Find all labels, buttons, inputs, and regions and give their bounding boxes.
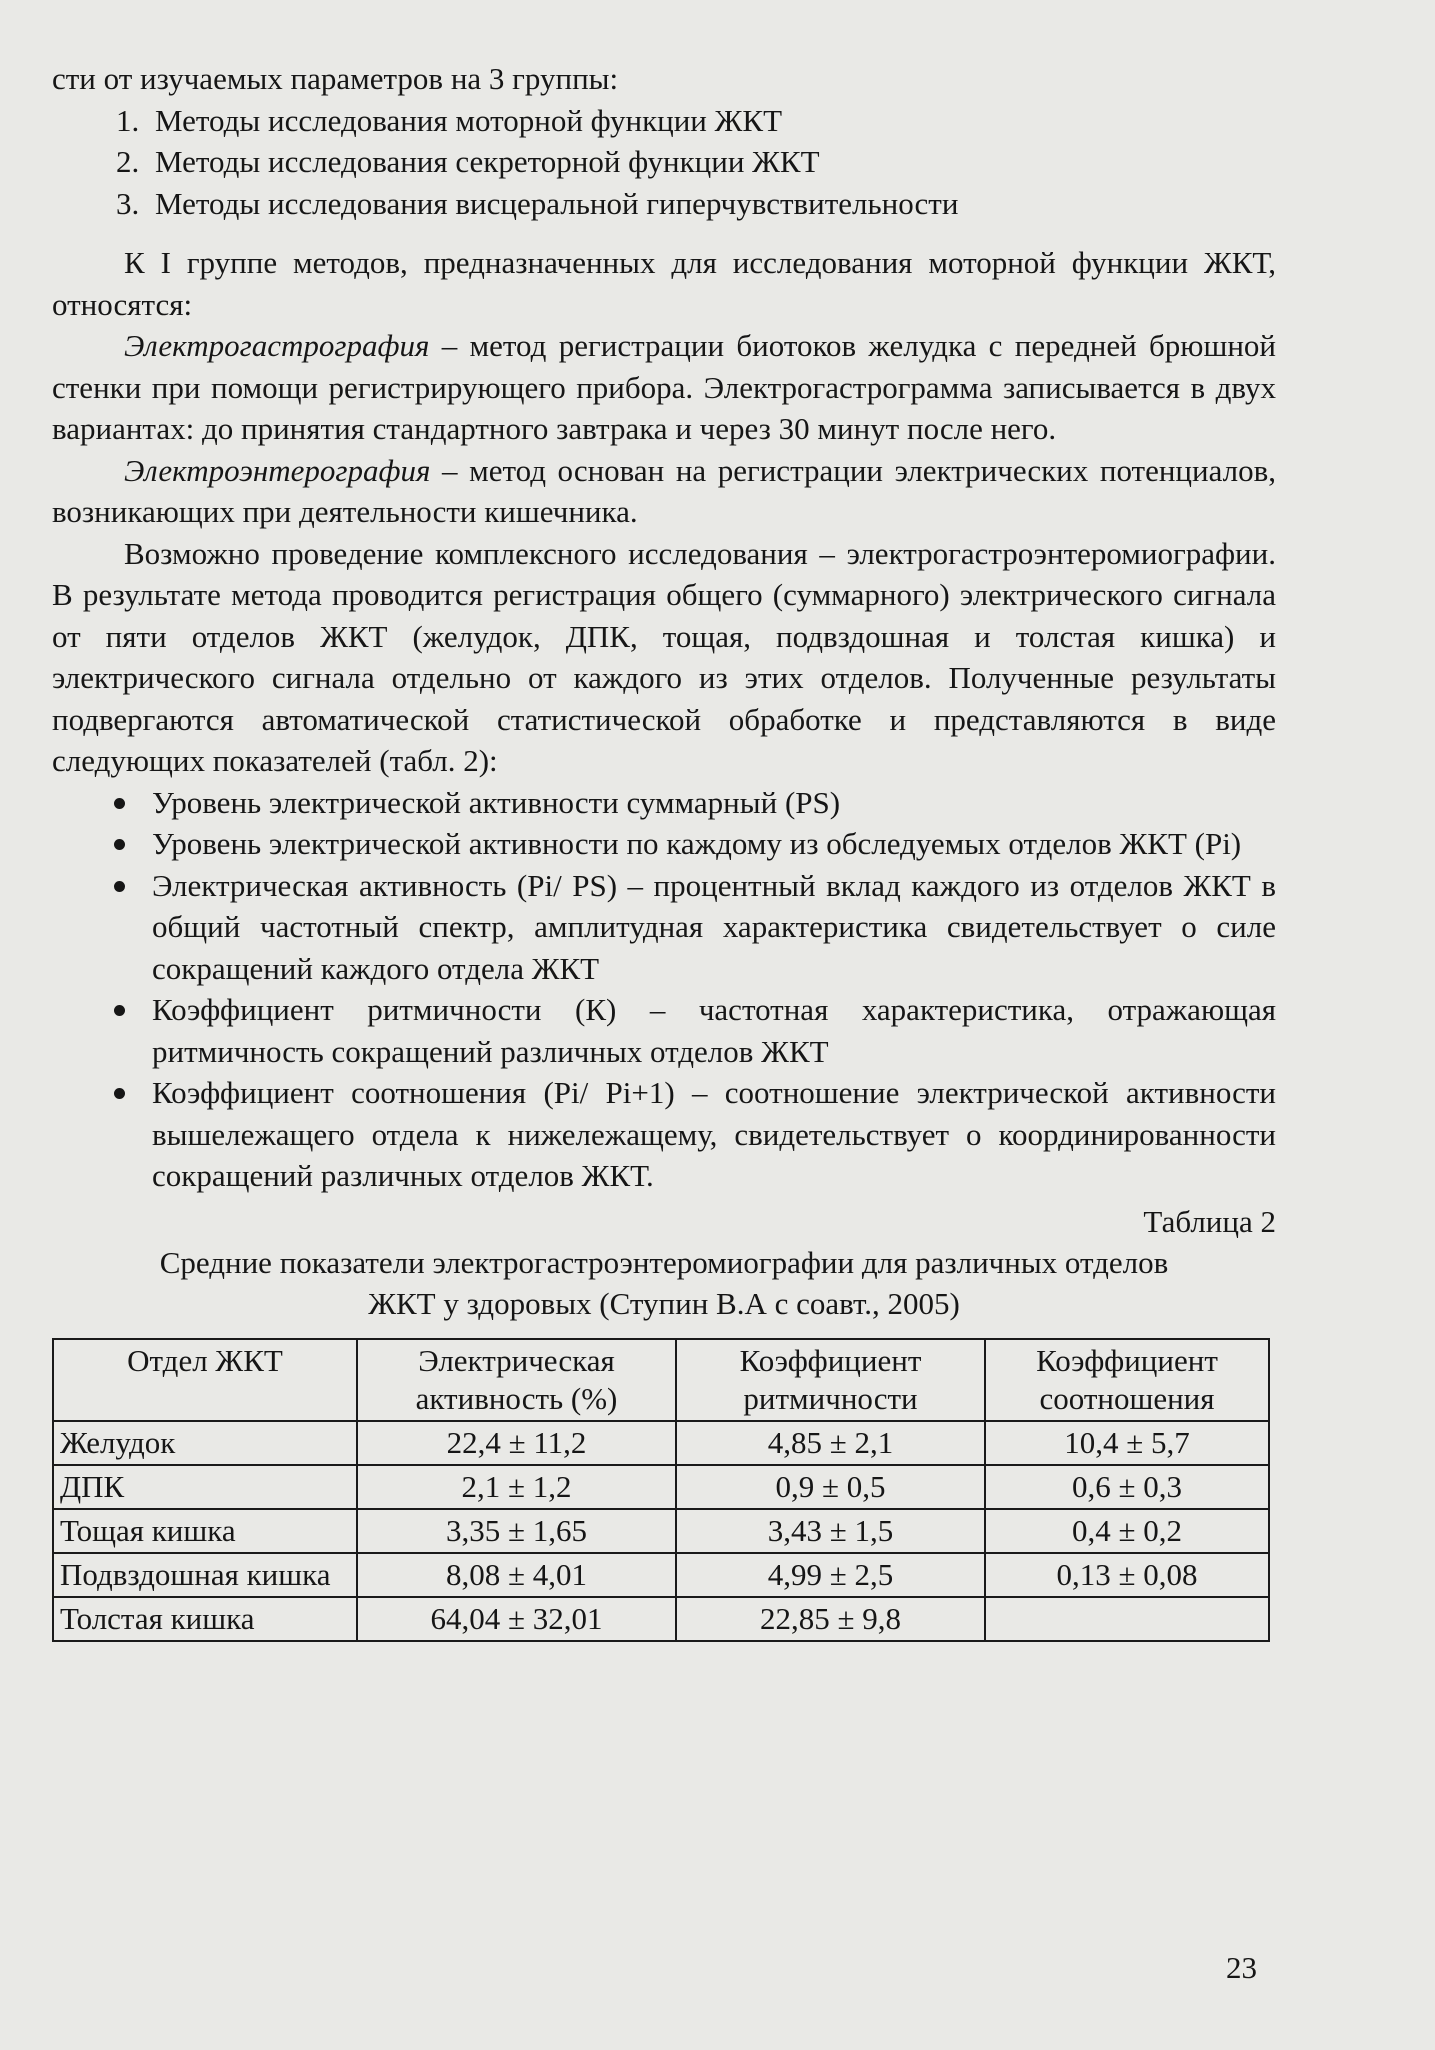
table-cell: 4,99 ± 2,5 bbox=[676, 1553, 985, 1597]
table-cell: 22,4 ± 11,2 bbox=[357, 1421, 676, 1465]
column-header: Коэффициент соотношения bbox=[985, 1339, 1269, 1421]
method-groups-list bbox=[52, 100, 1276, 225]
table-label: Таблица 2 bbox=[1143, 1203, 1276, 1239]
table-cell: 10,4 ± 5,7 bbox=[985, 1421, 1269, 1465]
list-item: Уровень электрической активности по каждому из обследуемых отделов ЖКТ (Pi) bbox=[114, 823, 1276, 865]
paragraph-eeg bbox=[52, 450, 1276, 533]
table-cell: 0,4 ± 0,2 bbox=[985, 1509, 1269, 1553]
column-header: Коэффициент ритмичности bbox=[676, 1339, 985, 1421]
paragraph-complex: Возможно проведение комплексного исследования – электрогастроэнтеромиографии. В результате метода проводится регистрация общего (суммарного) электрического сигнала от пяти отделов ЖКТ (желудок, ДПК, тощая, подвздошная и толстая кишка) и электрического сигнала отдельно от каждого из этих отделов. Полученные результаты подвергаются автоматической статистической обработке и представляются в виде следующих показателей (табл. 2): bbox=[52, 535, 1276, 778]
list-item: Коэффициент соотношения (Pi/ Pi+1) – соотношение электрической активности вышележащего отдела к нижележащему, свидетельствует о координированности сокращений различных отделов ЖКТ. bbox=[114, 1072, 1276, 1197]
table-row bbox=[53, 1597, 1269, 1641]
term-eeg: Электроэнтерография bbox=[124, 452, 431, 488]
column-header: Электрическая активность (%) bbox=[357, 1339, 676, 1421]
table-cell: 3,43 ± 1,5 bbox=[676, 1509, 985, 1553]
table-cell: 3,35 ± 1,65 bbox=[357, 1509, 676, 1553]
table-cell: Тощая кишка bbox=[53, 1509, 357, 1553]
eeg-definition: – метод основан на регистрации электрических потенциалов, возникающих при деятельности кишечника. bbox=[52, 452, 1276, 529]
paragraph-group-one: К I группе методов, предназначенных для исследования моторной функции ЖКТ, относятся: bbox=[52, 245, 1276, 322]
list-item: Электрическая активность (Pi/ PS) – процентный вклад каждого из отделов ЖКТ в общий частотный спектр, амплитудная характеристика свидетельствует о силе сокращений каждого отдела ЖКТ bbox=[114, 865, 1276, 990]
list-item: Уровень электрической активности суммарный (PS) bbox=[114, 782, 1276, 824]
list-item: 3. Методы исследования висцеральной гиперчувствительности bbox=[147, 183, 1276, 225]
table-cell: ДПК bbox=[53, 1465, 357, 1509]
table-cell: 0,13 ± 0,08 bbox=[985, 1553, 1269, 1597]
list-item: 2. Методы исследования секреторной функции ЖКТ bbox=[147, 141, 1276, 183]
list-item: 1. Методы исследования моторной функции ЖКТ bbox=[147, 100, 1276, 142]
table-row bbox=[53, 1553, 1269, 1597]
table-cell: Подвздошная кишка bbox=[53, 1553, 357, 1597]
table-header-row bbox=[53, 1339, 1269, 1421]
table-cell: 22,85 ± 9,8 bbox=[676, 1597, 985, 1641]
list-item: Коэффициент ритмичности (К) – частотная характеристика, отражающая ритмичность сокращений различных отделов ЖКТ bbox=[114, 989, 1276, 1072]
table-cell: 2,1 ± 1,2 bbox=[357, 1465, 676, 1509]
paragraph-egg bbox=[52, 325, 1276, 450]
document-page bbox=[52, 58, 1276, 1642]
table-cell: 0,9 ± 0,5 bbox=[676, 1465, 985, 1509]
table-cell bbox=[985, 1597, 1269, 1641]
table-cell: 0,6 ± 0,3 bbox=[985, 1465, 1269, 1509]
table-title bbox=[52, 1242, 1276, 1324]
table-cell: 64,04 ± 32,01 bbox=[357, 1597, 676, 1641]
table-row bbox=[53, 1509, 1269, 1553]
page-number: 23 bbox=[1226, 1950, 1257, 1985]
column-header: Отдел ЖКТ bbox=[53, 1339, 357, 1421]
egem-table bbox=[52, 1338, 1270, 1642]
table-cell: Желудок bbox=[53, 1421, 357, 1465]
table-title-line-2: ЖКТ у здоровых (Ступин В.А с соавт., 2005) bbox=[368, 1286, 960, 1321]
table-cell: 8,08 ± 4,01 bbox=[357, 1553, 676, 1597]
table-row bbox=[53, 1421, 1269, 1465]
indicators-list bbox=[52, 782, 1276, 1197]
table-row bbox=[53, 1465, 1269, 1509]
egg-definition: – метод регистрации биотоков желудка с передней брюшной стенки при помощи регистрирующего прибора. Электрогастрограмма записывается в двух вариантах: до принятия стандартного завтрака и через 30 минут после него. bbox=[52, 328, 1276, 446]
table-cell: 4,85 ± 2,1 bbox=[676, 1421, 985, 1465]
term-egg: Электрогастрография bbox=[124, 328, 430, 363]
intro-line: сти от изучаемых параметров на 3 группы: bbox=[52, 61, 619, 96]
table-cell: Толстая кишка bbox=[53, 1597, 357, 1641]
table-title-line-1: Средние показатели электрогастроэнтеромиографии для различных отделов bbox=[159, 1245, 1169, 1280]
